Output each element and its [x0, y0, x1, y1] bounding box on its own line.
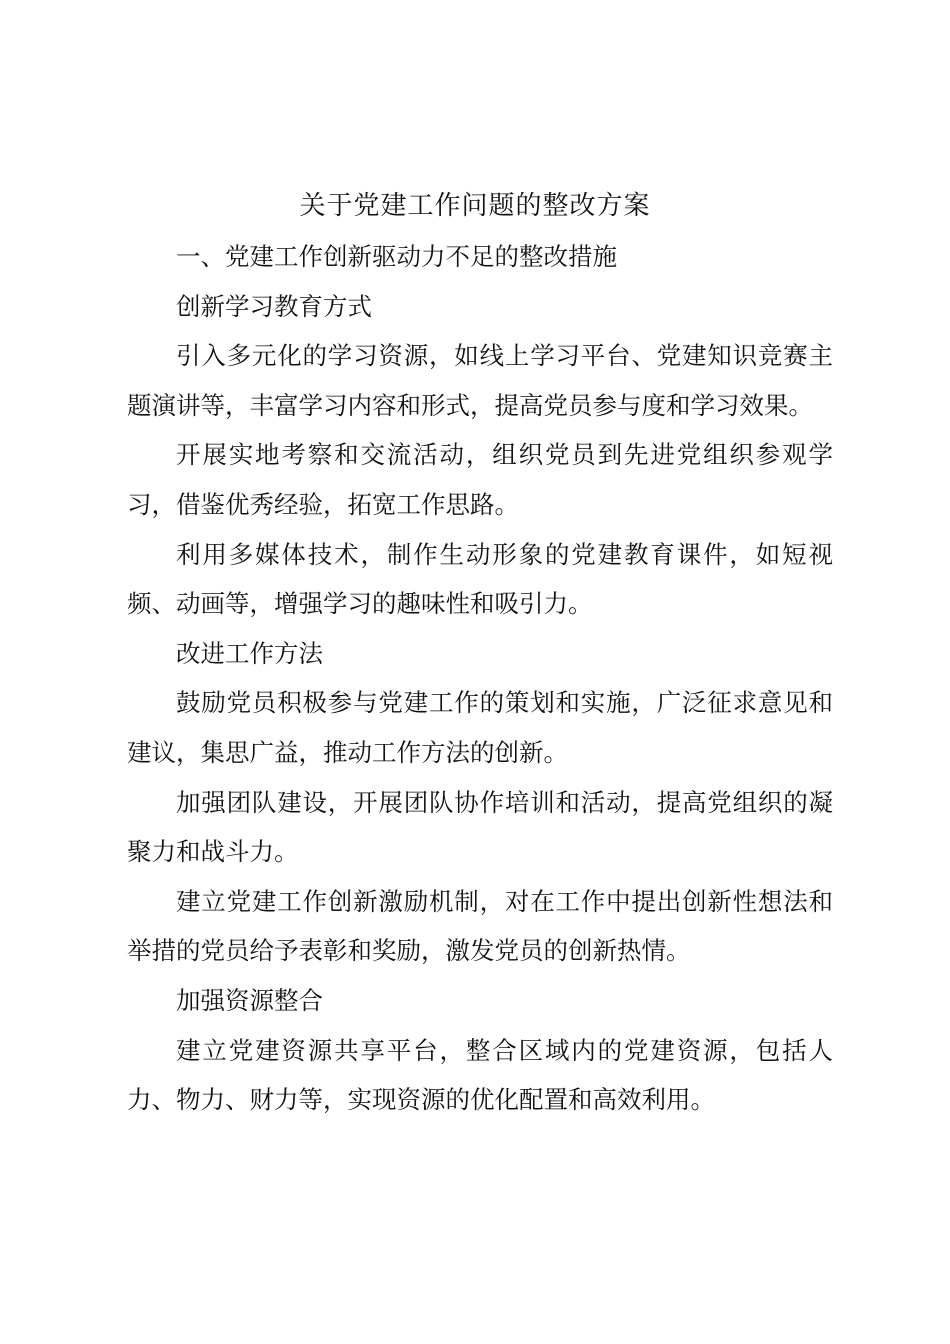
document-body [127, 232, 833, 1125]
body-paragraph: 开展实地考察和交流活动，组织党员到先进党组织参观学习，借鉴优秀经验，拓宽工作思路。 [127, 440, 833, 519]
section-heading: 一、党建工作创新驱动力不足的整改措施 [176, 242, 617, 271]
body-paragraph: 建立党建资源共享平台，整合区域内的党建资源，包括人力、物力、财力等，实现资源的优化配置和高效利用。 [127, 1035, 833, 1115]
body-paragraph: 加强团队建设，开展团队协作培训和活动，提高党组织的凝聚力和战斗力。 [127, 787, 833, 867]
subsection-heading: 创新学习教育方式 [176, 291, 372, 321]
body-paragraph: 引入多元化的学习资源，如线上学习平台、党建知识竞赛主题演讲等，丰富学习内容和形式，提高党员参与度和学习效果。 [127, 341, 833, 420]
document-title: 关于党建工作问题的整改方案 [299, 191, 651, 221]
body-paragraph: 利用多媒体技术，制作生动形象的党建教育课件，如短视频、动画等，增强学习的趣味性和吸引力。 [127, 539, 833, 619]
subsection-heading: 加强资源整合 [176, 985, 323, 1015]
subsection-heading: 改进工作方法 [176, 638, 323, 668]
body-paragraph: 建立党建工作创新激励机制，对在工作中提出创新性想法和举措的党员给予表彰和奖励，激发党员的创新热情。 [127, 886, 833, 966]
body-paragraph: 鼓励党员积极参与党建工作的策划和实施，广泛征求意见和建议，集思广益，推动工作方法的创新。 [127, 688, 833, 767]
